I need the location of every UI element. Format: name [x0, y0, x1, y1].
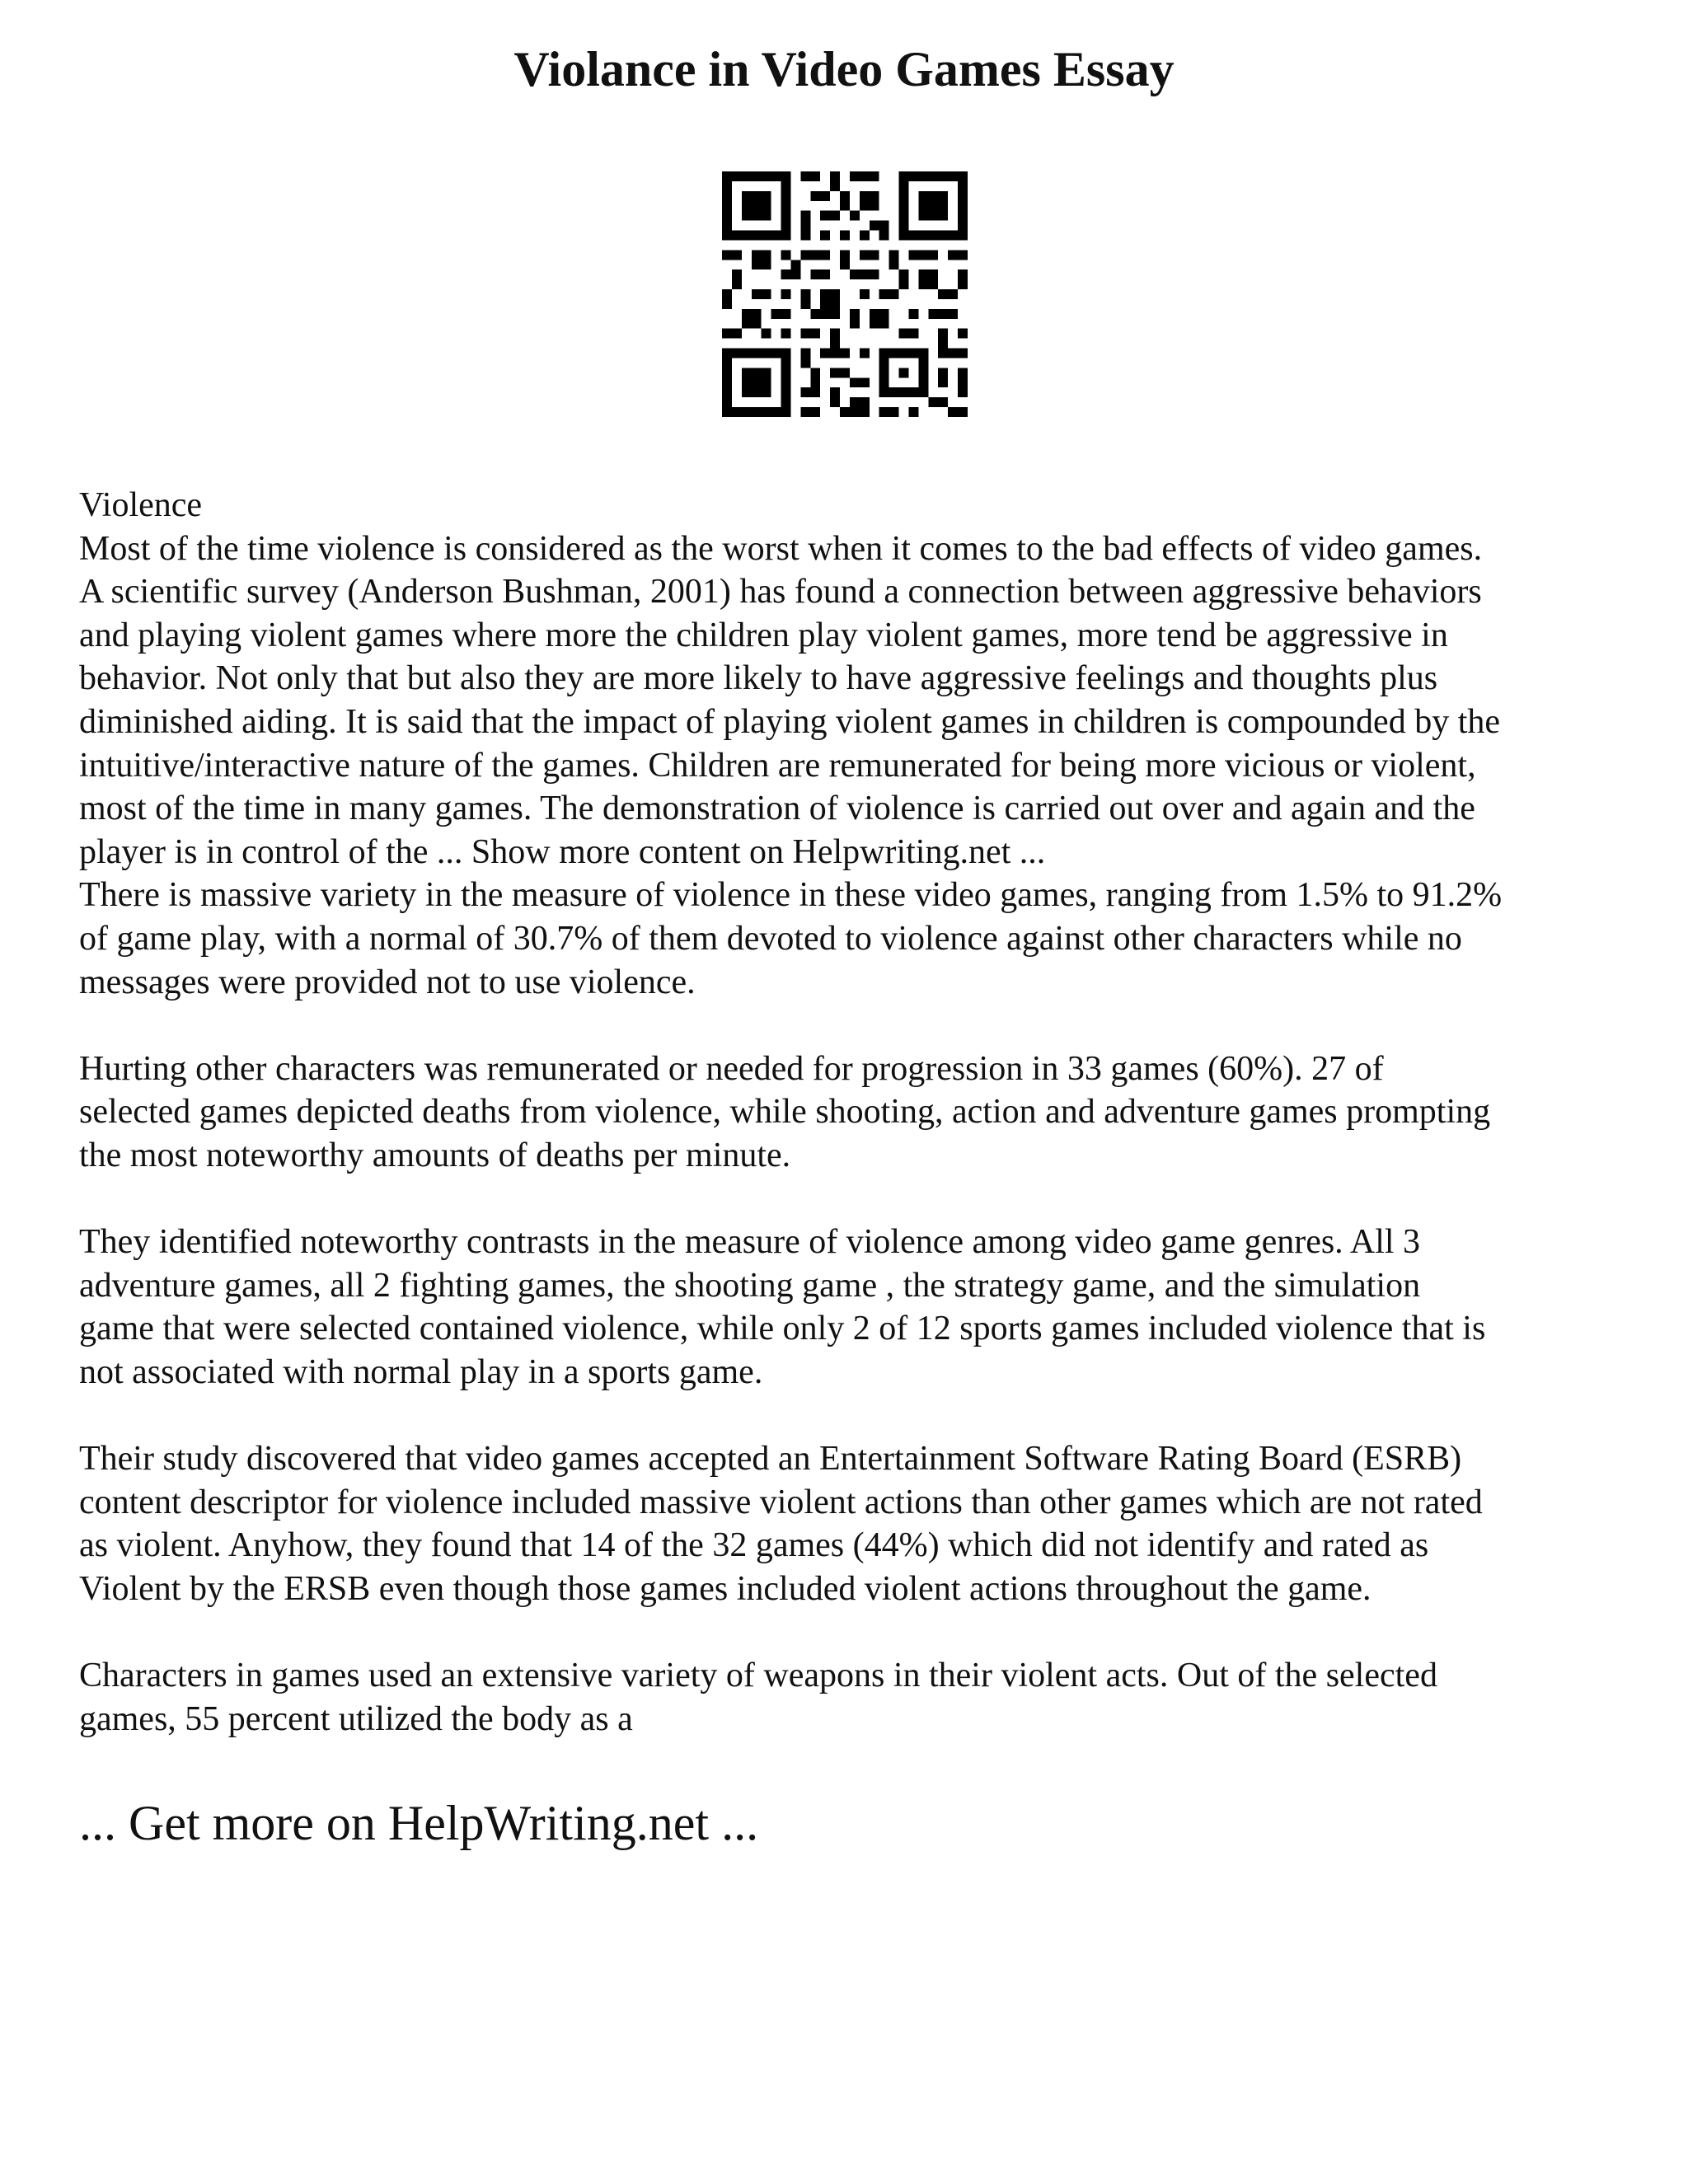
essay-paragraph: Characters in games used an extensive variety of weapons in their violent acts. Out of the selected games, 55 percent utilized the body as a: [79, 1657, 1437, 1738]
qr-code-icon: [722, 171, 968, 417]
document-title: Violance in Video Games Essay: [513, 42, 1175, 96]
essay-paragraph: Violence Most of the time violence is considered as the worst when it comes to the bad effects of video games. A scientific survey (Anderson Bushman, 2001) has found a connection between aggressive behaviors and playing violent games where more the children play violent games, more tend be aggressive in behavior. Not only that but also they are more likely to have aggressive feelings and thoughts plus diminished aiding. It is said that the impact of playing violent games in children is compounded by the intuitive/interactive nature of the games. Children are remunerated for being more vicious or violent, most of the time in many games. The demonstration of violence is carried out over and again and the player is in control of the ... Show more content on Helpwriting.net ... There is massive variety in the measure of violence in these video games, ranging from 1.5% to 91.2% of game play, with a normal of 30.7% of them devoted to violence against other characters while no messages were provided not to use violence.: [79, 486, 1503, 1001]
essay-paragraph: Their study discovered that video games accepted an Entertainment Software Rating Board (ESRB) content descriptor for violence included massive violent actions than other games which are not rated as violent. Anyhow, they found that 14 of the 32 games (44%) which did not identify and rated as Violent by the ERSB even though those games included violent actions throughout the game.: [79, 1440, 1483, 1608]
essay-body: [79, 484, 1629, 1741]
essay-paragraph: Hurting other characters was remunerated or needed for progression in 33 games (60%). 27 of selected games depicted deaths from violence, while shooting, action and adventure games prompting the most noteworthy amounts of deaths per minute.: [79, 1049, 1491, 1174]
essay-paragraph: They identified noteworthy contrasts in the measure of violence among video game genres. All 3 adventure games, all 2 fighting games, the shooting game , the strategy game, and the simulation game that were selected contained violence, while only 2 of 12 sports games included violence that is not associated with normal play in a sports game.: [79, 1223, 1486, 1391]
get-more-link[interactable]: ... Get more on HelpWriting.net ...: [79, 1796, 759, 1850]
